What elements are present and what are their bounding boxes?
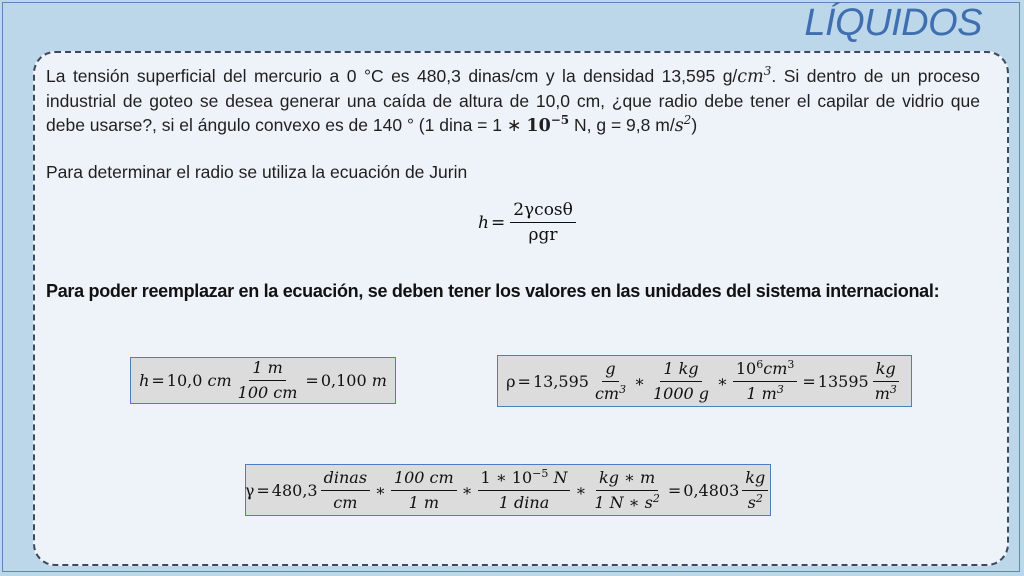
h-frac-num: 1 m: [249, 358, 285, 381]
h-result-unit: m: [371, 371, 387, 390]
rho-fraction-1: $\frac{g}{cm^3}$: [594, 358, 627, 403]
gamma-fraction-4: $\frac{kg ∗ m}{1 N ∗ s^2}$: [594, 467, 660, 512]
density-conversion-box: [497, 355, 912, 407]
h-equals-2: =: [305, 371, 319, 390]
si-units-heading: Para poder reemplazar en la ecuación, se deben tener los valores en las unidades del sistema internacional:: [46, 281, 940, 301]
gamma-fraction-3: $\frac{1 ∗ 10^{-5} N}{\text{1 dina}}$: [478, 468, 571, 513]
slide-title: LÍQUIDOS: [804, 2, 982, 44]
problem-text-4: ): [691, 115, 698, 135]
h-fraction: [235, 358, 301, 403]
rho-times-1: ∗: [634, 371, 645, 391]
jurin-equals: =: [490, 212, 506, 233]
unit-cm3: $cm^3$: [737, 64, 772, 87]
gamma-times-1: ∗: [375, 480, 386, 500]
jurin-denominator: ρgr: [528, 225, 558, 245]
rho-result: 13595: [817, 371, 869, 391]
unit-s2: $s^2$: [674, 113, 692, 136]
problem-text-1: La tensión superficial del mercurio a 0 °C es 480,3 dinas/cm y la densidad 13,595 g/: [46, 66, 738, 86]
h-equals: =: [151, 371, 165, 390]
height-conversion-box: [130, 357, 396, 404]
jurin-equation: [478, 200, 579, 245]
rho-fraction-2: $\frac{1 kg}{1000 g}$: [652, 358, 709, 403]
gamma-fraction-2: $\frac{100 cm}{1 m}$: [391, 468, 457, 513]
h-frac-den: 100 cm: [237, 383, 298, 402]
power-of-ten: $10^{-5}$: [526, 113, 570, 136]
gamma-result: 0,4803: [683, 480, 740, 500]
gamma-times-2: ∗: [461, 480, 473, 500]
rho-lhs: ρ: [506, 371, 516, 391]
gamma-fraction-1: $\frac{\text{dinas}}{cm}$: [321, 468, 370, 513]
h-unit: cm: [207, 371, 232, 390]
h-value: 10,0: [166, 371, 203, 390]
jurin-fraction: [510, 200, 576, 245]
rho-equals: =: [517, 371, 531, 391]
jurin-intro: Para determinar el radio se utiliza la ecuación de Jurin: [46, 162, 468, 182]
h-result: 0,100: [320, 371, 367, 390]
gamma-value: 480,3: [271, 480, 318, 500]
problem-statement: [46, 64, 980, 138]
gamma-times-3: ∗: [575, 480, 587, 500]
jurin-lhs: h: [478, 212, 489, 233]
gamma-result-unit: $\frac{kg}{s^2}$: [742, 468, 768, 513]
rho-fraction-3: $\frac{10^6cm^3}{1 m^3}$: [733, 359, 798, 404]
problem-text-2: . Si dentro de un proceso industrial de goteo se desea generar una caída de altura de 10,0 cm, ¿que radio debe tener el capilar de vidrio que debe usarse?, si el ángulo convexo es de 140 ° (1 dina = 1 ∗: [46, 66, 980, 135]
gamma-equals-2: =: [667, 480, 682, 500]
problem-text-3: N, g = 9,8 m/: [569, 115, 675, 135]
rho-equals-2: =: [802, 371, 816, 391]
rho-result-unit: $\frac{kg}{m^3}$: [874, 358, 897, 403]
gamma-equals: =: [256, 480, 270, 500]
rho-times-2: ∗: [717, 371, 728, 391]
h-lhs: h: [139, 371, 150, 390]
jurin-numerator: 2γcosθ: [510, 200, 576, 223]
surface-tension-conversion-box: [245, 464, 771, 516]
gamma-lhs: γ: [244, 480, 255, 500]
rho-value: 13,595: [532, 371, 589, 391]
